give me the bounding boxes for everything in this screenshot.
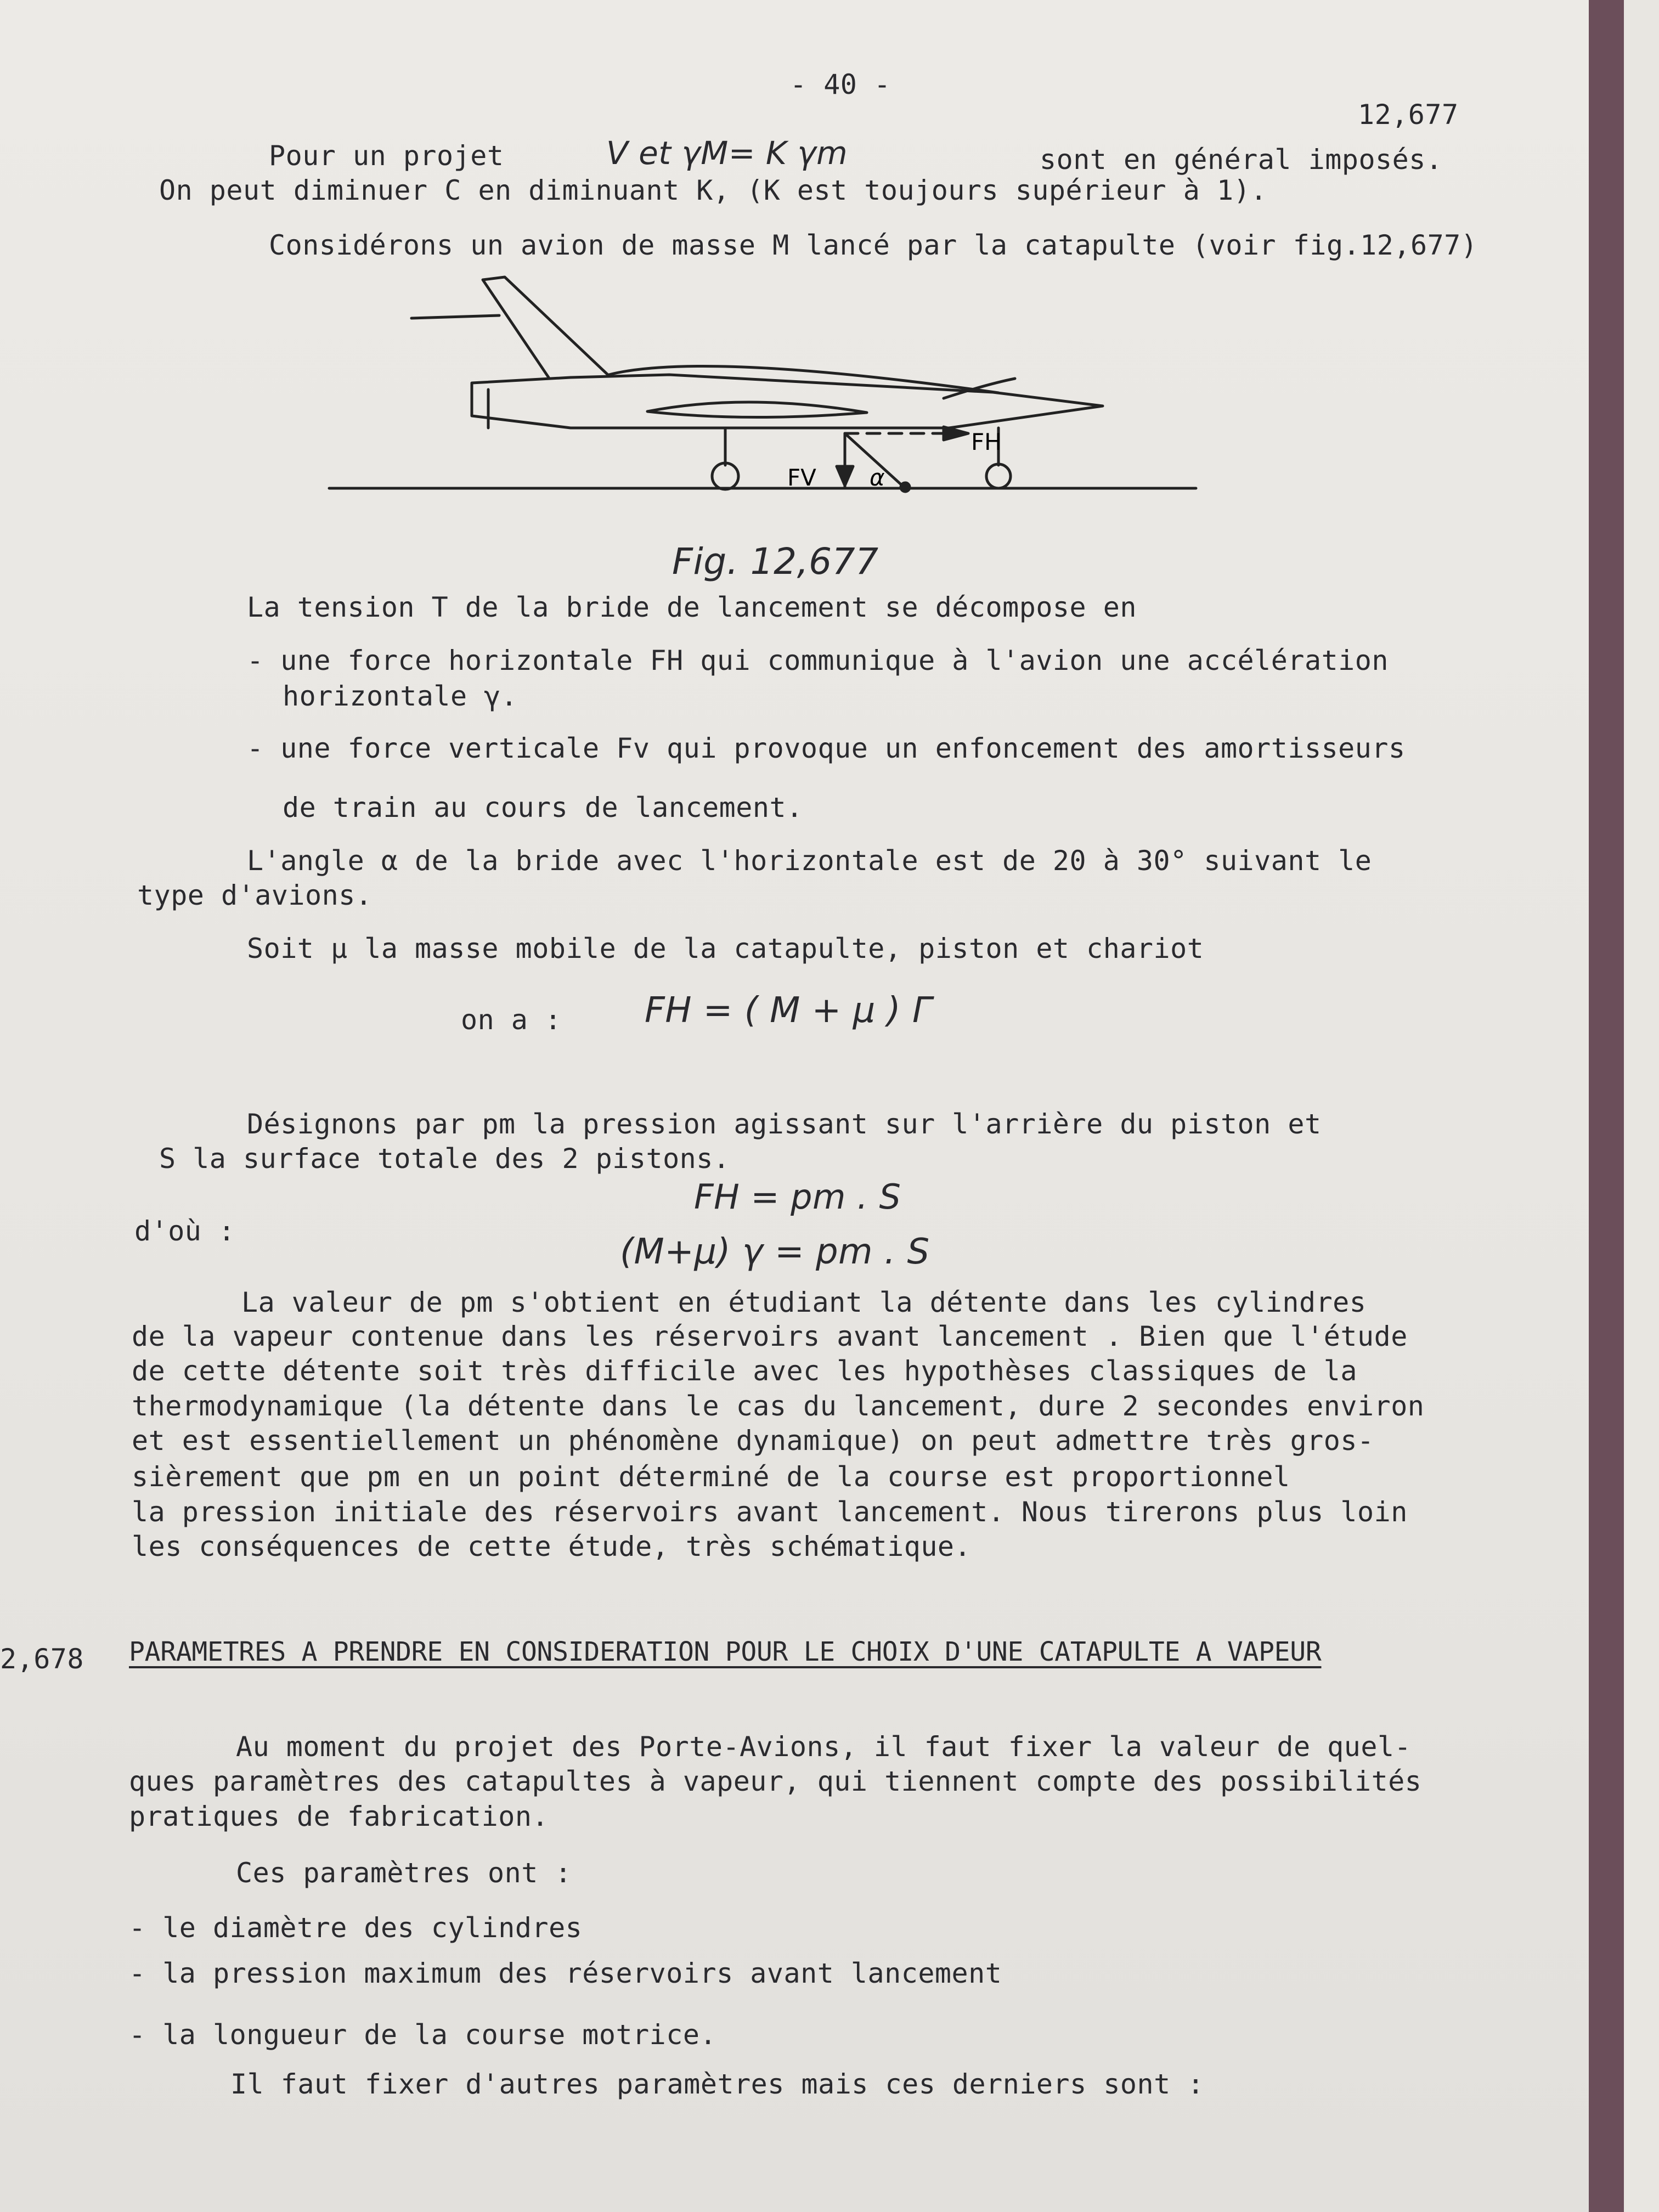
text-line: Pour un projet bbox=[269, 140, 504, 172]
page-edge-background bbox=[1589, 0, 1624, 2212]
paragraph-line: pratiques de fabrication. bbox=[129, 1801, 549, 1832]
paragraph-line: la pression initiale des réservoirs avant lancement. Nous tirerons plus loin bbox=[132, 1496, 1408, 1528]
text-line: sont en général imposés. bbox=[1040, 144, 1443, 176]
fig-label-fh: FH bbox=[971, 428, 1002, 455]
handwritten-formula: V et γM= K γm bbox=[606, 134, 848, 172]
paragraph-line: les conséquences de cette étude, très schématique. bbox=[132, 1531, 972, 1562]
text-line: Considérons un avion de masse M lancé par la catapulte (voir fig.12,677) bbox=[269, 229, 1478, 261]
paragraph-line: sièrement que pm en un point déterminé de la course est proportionnel bbox=[132, 1461, 1290, 1493]
list-item: - la pression maximum des réservoirs avant lancement bbox=[129, 1957, 1002, 1989]
list-item: - le diamètre des cylindres bbox=[129, 1912, 583, 1944]
text-line: on a : bbox=[461, 1004, 562, 1036]
text-line: L'angle α de la bride avec l'horizontale est de 20 à 30° suivant le bbox=[247, 845, 1372, 877]
text-line: Désignons par pm la pression agissant sur l'arrière du piston et bbox=[247, 1108, 1322, 1140]
aircraft-figure bbox=[318, 269, 1218, 505]
page-number: - 40 - bbox=[790, 69, 891, 100]
paragraph-line: thermodynamique (la détente dans le cas du lancement, dure 2 secondes environ bbox=[132, 1390, 1425, 1422]
list-item: - la longueur de la course motrice. bbox=[129, 2019, 717, 2051]
section-reference: 12,677 bbox=[1358, 99, 1459, 131]
paragraph-line: de la vapeur contenue dans les réservoirs avant lancement . Bien que l'étude bbox=[132, 1321, 1408, 1352]
text-line: La tension T de la bride de lancement se décompose en bbox=[247, 591, 1137, 623]
text-line: type d'avions. bbox=[137, 879, 373, 911]
section-heading: PARAMETRES A PRENDRE EN CONSIDERATION POUR LE CHOIX D'UNE CATAPULTE A VAPEUR bbox=[129, 1637, 1322, 1667]
paragraph-line: ques paramètres des catapultes à vapeur, qui tiennent compte des possibilités bbox=[129, 1765, 1422, 1797]
text-line: Soit μ la masse mobile de la catapulte, piston et chariot bbox=[247, 933, 1204, 964]
bullet-line: horizontale γ. bbox=[283, 680, 518, 712]
text-line: d'où : bbox=[134, 1215, 235, 1247]
fig-label-fv: FV bbox=[787, 464, 816, 491]
equation-1: FH = ( M + μ ) Γ bbox=[645, 990, 933, 1031]
bullet-line: - une force verticale Fv qui provoque un enfoncement des amortisseurs bbox=[247, 732, 1406, 764]
paragraph-line: La valeur de pm s'obtient en étudiant la détente dans les cylindres bbox=[241, 1286, 1367, 1318]
bullet-line: de train au cours de lancement. bbox=[283, 792, 803, 823]
text-line: On peut diminuer C en diminuant K, (K est toujours supérieur à 1). bbox=[159, 174, 1267, 206]
equation-3: (M+μ) γ = pm . S bbox=[620, 1232, 930, 1272]
equation-2: FH = pm . S bbox=[694, 1177, 901, 1217]
paragraph-line: et est essentiellement un phénomène dynamique) on peut admettre très gros- bbox=[132, 1425, 1374, 1457]
paragraph-line: de cette détente soit très difficile avec les hypothèses classiques de la bbox=[132, 1355, 1357, 1387]
figure-caption: Fig. 12,677 bbox=[672, 540, 879, 583]
text-line: S la surface totale des 2 pistons. bbox=[159, 1143, 730, 1175]
text-line: Ces paramètres ont : bbox=[236, 1857, 572, 1889]
bullet-line: - une force horizontale FH qui communique à l'avion une accélération bbox=[247, 645, 1389, 676]
section-number: 2,678 bbox=[0, 1643, 84, 1675]
fig-label-alpha: α bbox=[870, 464, 885, 491]
paragraph-line: Au moment du projet des Porte-Avions, il faut fixer la valeur de quel- bbox=[236, 1731, 1412, 1763]
text-line: Il faut fixer d'autres paramètres mais ces derniers sont : bbox=[230, 2068, 1204, 2100]
